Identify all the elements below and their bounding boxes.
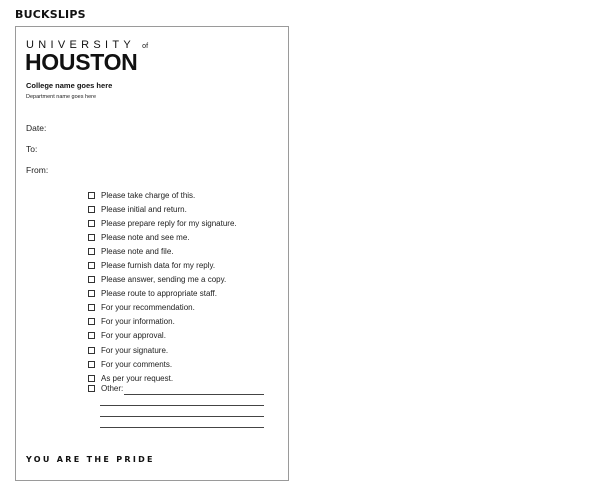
checklist-item[interactable]: Please note and file. [88,244,237,258]
field-from-label: From: [26,165,49,175]
checklist-item[interactable]: Please initial and return. [88,202,237,216]
field-to-label: To: [26,144,38,154]
checkbox-icon[interactable] [88,248,95,255]
checkbox-icon[interactable] [88,276,95,283]
checklist-item[interactable]: Please note and see me. [88,230,237,244]
checklist-item[interactable]: Please answer, sending me a copy. [88,273,237,287]
checkbox-icon[interactable] [88,385,95,392]
checkbox-icon[interactable] [88,304,95,311]
page-heading: BUCKSLIPS [15,8,86,21]
checklist-item[interactable]: As per your request. [88,371,237,385]
university-word: UNIVERSITY [26,39,135,51]
checkbox-icon[interactable] [88,234,95,241]
checklist-item[interactable]: Please furnish data for my reply. [88,258,237,272]
buckslip-card [15,26,289,481]
write-in-line[interactable] [100,416,264,417]
checklist-item[interactable]: For your comments. [88,357,237,371]
checkbox-icon[interactable] [88,332,95,339]
checkbox-icon[interactable] [88,206,95,213]
university-wordmark-houston: HOUSTON [25,49,138,75]
college-name: College name goes here [26,81,113,90]
other-label: Other: [101,384,124,393]
field-date-label: Date: [26,123,47,133]
checklist-item-other[interactable] [88,384,123,393]
other-write-in-line[interactable] [124,394,264,395]
checkbox-icon[interactable] [88,192,95,199]
checklist-item[interactable]: For your recommendation. [88,301,237,315]
checklist-item[interactable]: For your signature. [88,343,237,357]
checklist-item[interactable]: Please route to appropriate staff. [88,287,237,301]
checkbox-icon[interactable] [88,220,95,227]
checklist-item[interactable]: For your approval. [88,329,237,343]
checkbox-icon[interactable] [88,375,95,382]
checklist-item[interactable]: For your information. [88,315,237,329]
action-checklist [88,188,237,385]
checkbox-icon[interactable] [88,290,95,297]
department-name: Department name goes here [26,94,97,100]
write-in-line[interactable] [100,405,264,406]
university-of: of [142,43,149,50]
checkbox-icon[interactable] [88,262,95,269]
checklist-item[interactable]: Please prepare reply for my signature. [88,216,237,230]
checkbox-icon[interactable] [88,347,95,354]
checkbox-icon[interactable] [88,318,95,325]
slogan: YOU ARE THE PRIDE [26,455,155,464]
checklist-item[interactable]: Please take charge of this. [88,188,237,202]
checkbox-icon[interactable] [88,361,95,368]
write-in-line[interactable] [100,427,264,428]
